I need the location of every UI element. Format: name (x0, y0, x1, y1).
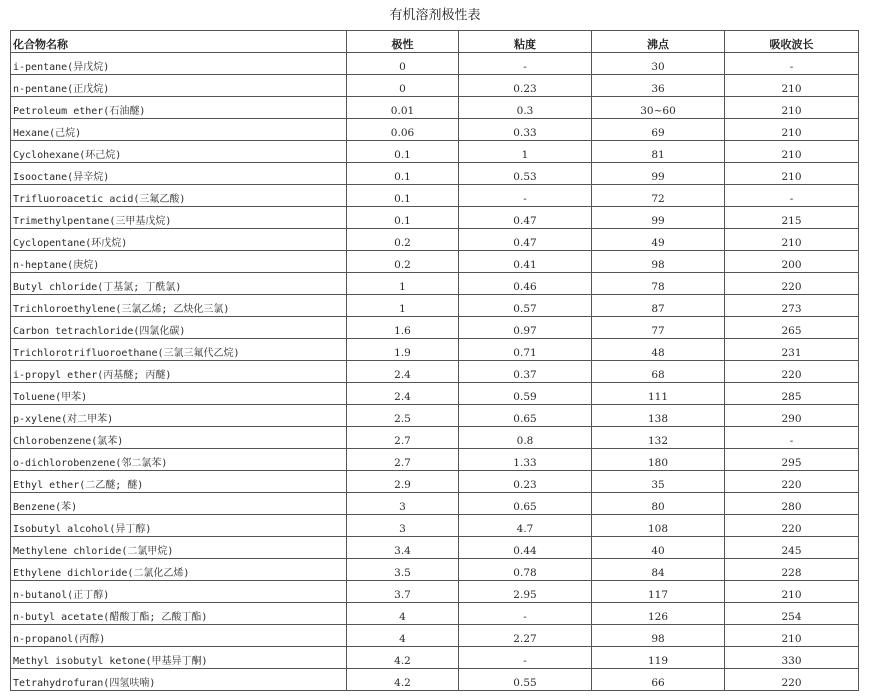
cell-viscosity: 2.95 (459, 581, 592, 603)
cell-viscosity: 0.23 (459, 471, 592, 493)
table-header-row (11, 31, 859, 53)
cell-viscosity: 0.47 (459, 229, 592, 251)
cell-absorption-wavelength: 210 (725, 163, 859, 185)
cell-boiling-point: 126 (592, 603, 725, 625)
cell-boiling-point: 98 (592, 251, 725, 273)
cell-boiling-point: 66 (592, 669, 725, 691)
cell-viscosity: 0.97 (459, 317, 592, 339)
cell-boiling-point: 77 (592, 317, 725, 339)
cell-absorption-wavelength: 220 (725, 515, 859, 537)
cell-polarity: 4 (347, 603, 459, 625)
cell-polarity: 0.2 (347, 251, 459, 273)
cell-polarity: 0 (347, 53, 459, 75)
cell-compound-name: Isooctane(异辛烷) (11, 163, 347, 185)
cell-polarity: 2.7 (347, 427, 459, 449)
table-row (11, 75, 859, 97)
cell-polarity: 4.2 (347, 669, 459, 691)
cell-absorption-wavelength: 210 (725, 229, 859, 251)
table-row (11, 229, 859, 251)
cell-compound-name: Benzene(苯) (11, 493, 347, 515)
cell-viscosity: 0.37 (459, 361, 592, 383)
cell-viscosity: 0.55 (459, 669, 592, 691)
cell-absorption-wavelength: 245 (725, 537, 859, 559)
cell-viscosity: 0.65 (459, 405, 592, 427)
table-row (11, 493, 859, 515)
cell-boiling-point: 132 (592, 427, 725, 449)
cell-boiling-point: 69 (592, 119, 725, 141)
table-row (11, 581, 859, 603)
cell-boiling-point: 30~60 (592, 97, 725, 119)
cell-absorption-wavelength: 210 (725, 625, 859, 647)
table-row (11, 427, 859, 449)
table-row (11, 625, 859, 647)
cell-polarity: 1 (347, 295, 459, 317)
cell-compound-name: n-pentane(正戊烷) (11, 75, 347, 97)
cell-boiling-point: 99 (592, 207, 725, 229)
cell-compound-name: Trichlorotrifluoroethane(三氯三氟代乙烷) (11, 339, 347, 361)
cell-viscosity: 0.3 (459, 97, 592, 119)
cell-polarity: 3.7 (347, 581, 459, 603)
cell-absorption-wavelength: - (725, 53, 859, 75)
cell-boiling-point: 80 (592, 493, 725, 515)
cell-polarity: 0.1 (347, 185, 459, 207)
cell-boiling-point: 30 (592, 53, 725, 75)
cell-absorption-wavelength: 220 (725, 361, 859, 383)
cell-viscosity: 2.27 (459, 625, 592, 647)
cell-polarity: 0.1 (347, 141, 459, 163)
cell-absorption-wavelength: 220 (725, 273, 859, 295)
cell-absorption-wavelength: 231 (725, 339, 859, 361)
cell-boiling-point: 87 (592, 295, 725, 317)
cell-absorption-wavelength: 285 (725, 383, 859, 405)
cell-viscosity: 0.53 (459, 163, 592, 185)
cell-compound-name: n-propanol(丙醇) (11, 625, 347, 647)
cell-compound-name: Tetrahydrofuran(四氢呋喃) (11, 669, 347, 691)
cell-absorption-wavelength: - (725, 185, 859, 207)
cell-viscosity: 0.8 (459, 427, 592, 449)
cell-absorption-wavelength: 210 (725, 119, 859, 141)
cell-compound-name: o-dichlorobenzene(邻二氯苯) (11, 449, 347, 471)
cell-compound-name: n-butyl acetate(醋酸丁酯; 乙酸丁酯) (11, 603, 347, 625)
cell-absorption-wavelength: 215 (725, 207, 859, 229)
page-title: 有机溶剂极性表 (389, 8, 481, 23)
cell-viscosity: 0.71 (459, 339, 592, 361)
cell-compound-name: Ethylene dichloride(二氯化乙烯) (11, 559, 347, 581)
table-row (11, 647, 859, 669)
cell-boiling-point: 180 (592, 449, 725, 471)
cell-compound-name: Hexane(己烷) (11, 119, 347, 141)
table-row (11, 141, 859, 163)
cell-compound-name: Petroleum ether(石油醚) (11, 97, 347, 119)
cell-absorption-wavelength: 210 (725, 141, 859, 163)
cell-compound-name: Methylene chloride(二氯甲烷) (11, 537, 347, 559)
cell-polarity: 0.06 (347, 119, 459, 141)
cell-compound-name: Cyclopentane(环戊烷) (11, 229, 347, 251)
cell-viscosity: 0.78 (459, 559, 592, 581)
table-row (11, 515, 859, 537)
cell-compound-name: Trichloroethylene(三氯乙烯; 乙炔化三氯) (11, 295, 347, 317)
cell-boiling-point: 84 (592, 559, 725, 581)
cell-boiling-point: 98 (592, 625, 725, 647)
cell-viscosity: - (459, 647, 592, 669)
cell-viscosity: - (459, 603, 592, 625)
table-row (11, 251, 859, 273)
cell-absorption-wavelength: 265 (725, 317, 859, 339)
cell-absorption-wavelength: 330 (725, 647, 859, 669)
cell-compound-name: Chlorobenzene(氯苯) (11, 427, 347, 449)
table-row (11, 339, 859, 361)
cell-viscosity: 0.65 (459, 493, 592, 515)
cell-absorption-wavelength: 254 (725, 603, 859, 625)
cell-polarity: 0 (347, 75, 459, 97)
cell-viscosity: - (459, 53, 592, 75)
cell-polarity: 2.9 (347, 471, 459, 493)
cell-absorption-wavelength: 220 (725, 471, 859, 493)
table-row (11, 361, 859, 383)
cell-viscosity: 1 (459, 141, 592, 163)
cell-absorption-wavelength: 210 (725, 75, 859, 97)
cell-boiling-point: 49 (592, 229, 725, 251)
cell-boiling-point: 72 (592, 185, 725, 207)
cell-viscosity: 0.47 (459, 207, 592, 229)
cell-compound-name: Carbon tetrachloride(四氯化碳) (11, 317, 347, 339)
cell-polarity: 0.1 (347, 207, 459, 229)
table-row (11, 97, 859, 119)
cell-polarity: 3.4 (347, 537, 459, 559)
cell-viscosity: - (459, 185, 592, 207)
cell-absorption-wavelength: 210 (725, 97, 859, 119)
table-body (11, 53, 859, 691)
cell-boiling-point: 36 (592, 75, 725, 97)
cell-compound-name: i-propyl ether(丙基醚; 丙醚) (11, 361, 347, 383)
cell-compound-name: i-pentane(异戊烷) (11, 53, 347, 75)
cell-polarity: 2.5 (347, 405, 459, 427)
cell-viscosity: 0.46 (459, 273, 592, 295)
cell-polarity: 1.6 (347, 317, 459, 339)
cell-polarity: 2.4 (347, 361, 459, 383)
cell-compound-name: Ethyl ether(二乙醚; 醚) (11, 471, 347, 493)
cell-compound-name: Toluene(甲苯) (11, 383, 347, 405)
cell-polarity: 3 (347, 515, 459, 537)
cell-compound-name: Trimethylpentane(三甲基戊烷) (11, 207, 347, 229)
cell-polarity: 4 (347, 625, 459, 647)
table-row (11, 383, 859, 405)
cell-boiling-point: 78 (592, 273, 725, 295)
cell-boiling-point: 111 (592, 383, 725, 405)
cell-viscosity: 0.59 (459, 383, 592, 405)
cell-compound-name: Isobutyl alcohol(异丁醇) (11, 515, 347, 537)
table-row (11, 559, 859, 581)
cell-viscosity: 0.33 (459, 119, 592, 141)
cell-viscosity: 0.41 (459, 251, 592, 273)
cell-boiling-point: 68 (592, 361, 725, 383)
cell-compound-name: n-heptane(庚烷) (11, 251, 347, 273)
header-polarity: 极性 (347, 31, 459, 53)
cell-boiling-point: 40 (592, 537, 725, 559)
cell-boiling-point: 138 (592, 405, 725, 427)
cell-boiling-point: 108 (592, 515, 725, 537)
cell-absorption-wavelength: 295 (725, 449, 859, 471)
cell-polarity: 0.1 (347, 163, 459, 185)
cell-absorption-wavelength: 290 (725, 405, 859, 427)
cell-polarity: 2.4 (347, 383, 459, 405)
cell-boiling-point: 48 (592, 339, 725, 361)
table-row (11, 53, 859, 75)
cell-compound-name: p-xylene(对二甲苯) (11, 405, 347, 427)
cell-absorption-wavelength: 220 (725, 669, 859, 691)
table-row (11, 317, 859, 339)
table-row (11, 207, 859, 229)
cell-absorption-wavelength: 210 (725, 581, 859, 603)
header-viscosity: 粘度 (459, 31, 592, 53)
cell-polarity: 0.2 (347, 229, 459, 251)
cell-boiling-point: 35 (592, 471, 725, 493)
cell-compound-name: Trifluoroacetic acid(三氟乙酸) (11, 185, 347, 207)
cell-polarity: 3 (347, 493, 459, 515)
cell-compound-name: n-butanol(正丁醇) (11, 581, 347, 603)
header-compound-name: 化合物名称 (11, 31, 347, 53)
cell-viscosity: 4.7 (459, 515, 592, 537)
table-row (11, 669, 859, 691)
header-boiling-point: 沸点 (592, 31, 725, 53)
cell-viscosity: 0.44 (459, 537, 592, 559)
cell-polarity: 3.5 (347, 559, 459, 581)
cell-absorption-wavelength: 280 (725, 493, 859, 515)
table-row (11, 295, 859, 317)
solvent-polarity-table (10, 30, 859, 691)
cell-viscosity: 0.57 (459, 295, 592, 317)
cell-absorption-wavelength: 273 (725, 295, 859, 317)
cell-polarity: 0.01 (347, 97, 459, 119)
table-row (11, 119, 859, 141)
cell-absorption-wavelength: 200 (725, 251, 859, 273)
header-absorption-wavelength: 吸收波长 (725, 31, 859, 53)
cell-viscosity: 1.33 (459, 449, 592, 471)
cell-viscosity: 0.23 (459, 75, 592, 97)
cell-polarity: 2.7 (347, 449, 459, 471)
cell-polarity: 1.9 (347, 339, 459, 361)
table-row (11, 603, 859, 625)
table-row (11, 449, 859, 471)
cell-compound-name: Cyclohexane(环己烷) (11, 141, 347, 163)
cell-boiling-point: 99 (592, 163, 725, 185)
cell-compound-name: Methyl isobutyl ketone(甲基异丁酮) (11, 647, 347, 669)
cell-boiling-point: 81 (592, 141, 725, 163)
cell-polarity: 1 (347, 273, 459, 295)
table-row (11, 163, 859, 185)
cell-absorption-wavelength: - (725, 427, 859, 449)
table-row (11, 405, 859, 427)
table-row (11, 185, 859, 207)
cell-absorption-wavelength: 228 (725, 559, 859, 581)
table-row (11, 273, 859, 295)
cell-polarity: 4.2 (347, 647, 459, 669)
cell-boiling-point: 117 (592, 581, 725, 603)
table-row (11, 537, 859, 559)
table-row (11, 471, 859, 493)
cell-boiling-point: 119 (592, 647, 725, 669)
cell-compound-name: Butyl chloride(丁基氯; 丁酰氯) (11, 273, 347, 295)
